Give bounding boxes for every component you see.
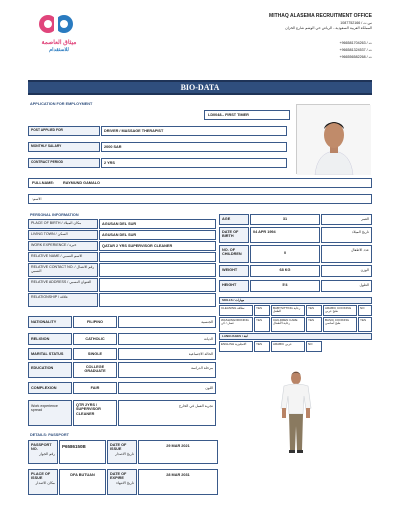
- logo-text-ar: ميثاق العاصمة: [41, 40, 77, 46]
- applicant-photo-headshot: [296, 104, 370, 174]
- skills-header: SKILLS / مهارات: [219, 297, 372, 304]
- detail-label: EDUCATION: [28, 362, 72, 378]
- contract-label: CONTRACT PERIOD: [28, 158, 100, 168]
- detail-label: COMPLEXION: [28, 382, 72, 394]
- vital-label: HEIGHT: [219, 280, 249, 292]
- vital-label: WEIGHT: [219, 265, 249, 277]
- personal-row-value: AGUSAN DEL SUR: [99, 230, 216, 240]
- vital-value: 04 APR 1994: [250, 227, 320, 243]
- office-phone-2: +966581324537 / ت: [339, 48, 372, 52]
- skill-value: YES: [358, 317, 372, 332]
- detail-label: NATIONALITY: [28, 316, 72, 328]
- detail-value: FAIR: [73, 382, 117, 394]
- detail-label: MARITAL STATUS: [28, 348, 72, 360]
- personal-row-value: [99, 278, 216, 292]
- applicant-code: LD0048-- FIRST TIMER: [204, 110, 290, 120]
- personal-info-header: PERSONAL INFORMATION: [30, 213, 79, 217]
- office-logo: [28, 10, 90, 58]
- skill-name: WASHING/IRONING غسل / كي: [219, 317, 253, 332]
- fullname-label: FULLNAME:: [32, 181, 55, 185]
- biodata-banner: [28, 80, 372, 95]
- fullname-ar-row: [28, 194, 372, 204]
- detail-value: CATHOLIC: [73, 333, 117, 345]
- vital-value: 31: [250, 214, 320, 225]
- vital-ar: عدد الاطفال: [321, 245, 372, 263]
- vital-label: DATE OF BIRTH: [219, 227, 249, 243]
- detail-ar: الديانة: [118, 333, 216, 345]
- passport-header: DETAILS: PASSPORT: [30, 433, 69, 437]
- office-address: المملكة العربية السعودية - الرياض حي الوشم شارع الخزان: [285, 26, 372, 30]
- personal-row-label: RELATIVE CONTACT NO. / رقم الاتصال النسبي: [28, 263, 98, 277]
- office-name: MITHAQ ALASEMA RECRUITMENT OFFICE: [269, 13, 372, 19]
- skill-name: CLEANING نظافة: [219, 305, 253, 316]
- vital-ar: تاريخ الميلاد: [321, 227, 372, 243]
- detail-value: FILIPINO: [73, 316, 117, 328]
- vital-label: NO. OF CHILDREN: [219, 245, 249, 263]
- skill-value: YES: [254, 317, 270, 332]
- detail-value: QTR 2YRS / SUPERVISOR CLEANER: [73, 400, 117, 426]
- language-name: ARABIC عربي: [271, 341, 305, 352]
- detail-ar: الجنسية: [118, 316, 216, 328]
- detail-ar: مرحلة الدراسة: [118, 362, 216, 378]
- personal-row-label: WORK EXPERIENCE / خبرة: [28, 241, 98, 251]
- expire-date-label: DATE OF EXPIRE: [110, 472, 127, 481]
- salary-label: MONTHLY SALARY: [28, 142, 100, 152]
- personal-row-label: LIVING TOWN / السكن: [28, 230, 98, 240]
- salary-value: 2000 SAR: [101, 142, 287, 152]
- expire-date-value: 28 MAR 2031: [138, 469, 218, 495]
- application-label: APPLICATION FOR EMPLOYMENT: [30, 102, 93, 106]
- fullname-row: [28, 178, 372, 188]
- office-cr: 1087752166 / س.ت: [340, 21, 372, 25]
- passport-no-value: P6586150B: [59, 440, 106, 464]
- issue-date-value: 29 MAR 2021: [138, 440, 218, 464]
- detail-value: COLLEGE GRADUATE: [73, 362, 117, 378]
- passport-no-label: PASSPORT NO.: [31, 443, 52, 452]
- vital-ar: العمر: [321, 214, 372, 225]
- detail-label: RELIGION: [28, 333, 72, 345]
- office-phone-1: +966581704263 / ت: [339, 41, 372, 45]
- detail-ar: تجربة العمل في الخارج: [118, 400, 216, 426]
- language-name: ENGLISH الانجليزية: [219, 341, 253, 352]
- skill-value: NO: [358, 305, 372, 316]
- personal-row-value: [99, 252, 216, 262]
- fullname-ar-label: الاسم:: [32, 197, 42, 201]
- applicant-photo-fullbody: [266, 370, 326, 454]
- place-issue-label-ar: مكان الاصدار: [35, 480, 55, 485]
- personal-row-value: [99, 263, 216, 277]
- vital-label: AGE: [219, 214, 249, 225]
- personal-row-value: [99, 293, 216, 307]
- skill-name: CHILDREN CARE رعاية الأطفال: [271, 317, 305, 332]
- post-applied-label: POST APPLIED FOR: [28, 126, 100, 136]
- office-phone-3: +966556582268 / ت: [339, 55, 372, 59]
- vital-ar: الطول: [321, 280, 372, 292]
- passport-no-label-cell: [28, 440, 58, 464]
- personal-row-label: RELATIVE NAME / الاسم النسبي: [28, 252, 98, 262]
- skill-value: YES: [306, 305, 322, 316]
- skill-name: BASIC COOKING طبخ أساسي: [323, 317, 357, 332]
- personal-row-label: RELATIONSHIP / علاقة: [28, 293, 98, 307]
- contract-value: 2 YRS: [101, 158, 287, 168]
- language-value: NO: [306, 341, 322, 352]
- skill-value: YES: [306, 317, 322, 332]
- vital-value: 5'4: [250, 280, 320, 292]
- skill-name: BABYSITTING رعاية الطفل: [271, 305, 305, 316]
- banner-title: BIO-DATA: [180, 83, 220, 92]
- vital-value: 68 KG: [250, 265, 320, 277]
- place-issue-label: PLACE OF ISSUE: [31, 472, 51, 481]
- expire-date-label-ar: تاريخ الانتهاء: [116, 480, 134, 485]
- vital-value: 0: [250, 245, 320, 263]
- detail-ar: اللون: [118, 382, 216, 394]
- language-value: YES: [254, 341, 270, 352]
- place-issue-value: DFA BUTUAN: [59, 469, 106, 495]
- personal-row-label: RELATIVE ADDRESS / العنوان النسبي: [28, 278, 98, 292]
- place-issue-label-cell: [28, 469, 58, 495]
- issue-date-label-cell: [107, 440, 137, 464]
- fullname-value: RAYMUND GAMALO: [63, 181, 100, 185]
- post-applied-value: DRIVER / MASSAGE THERAPIST: [101, 126, 287, 136]
- skill-value: YES: [254, 305, 270, 316]
- logo-subtext-ar: للاستقدام: [49, 47, 69, 53]
- personal-row-label: PLACE OF BIRTH / مكان الميلاد: [28, 219, 98, 229]
- expire-date-label-cell: [107, 469, 137, 495]
- personal-row-value: AGUSAN DEL SUR: [99, 219, 216, 229]
- passport-no-label-ar: رقم الجواز: [39, 451, 55, 456]
- skill-name: ARABIC COOKING طبخ عربي: [323, 305, 357, 316]
- detail-ar: الحالة الاجتماعية: [118, 348, 216, 360]
- personal-row-value: QATAR 2 YRS SUPERVISOR CLEANER: [99, 241, 216, 251]
- issue-date-label: DATE OF ISSUE: [110, 443, 127, 452]
- detail-value: SINGLE: [73, 348, 117, 360]
- issue-date-label-ar: تاريخ الاصدار: [115, 451, 134, 456]
- vital-ar: الوزن: [321, 265, 372, 277]
- languages-header: LANGUAGES / لغة: [219, 333, 372, 340]
- detail-label: Work experience spread: [28, 400, 72, 426]
